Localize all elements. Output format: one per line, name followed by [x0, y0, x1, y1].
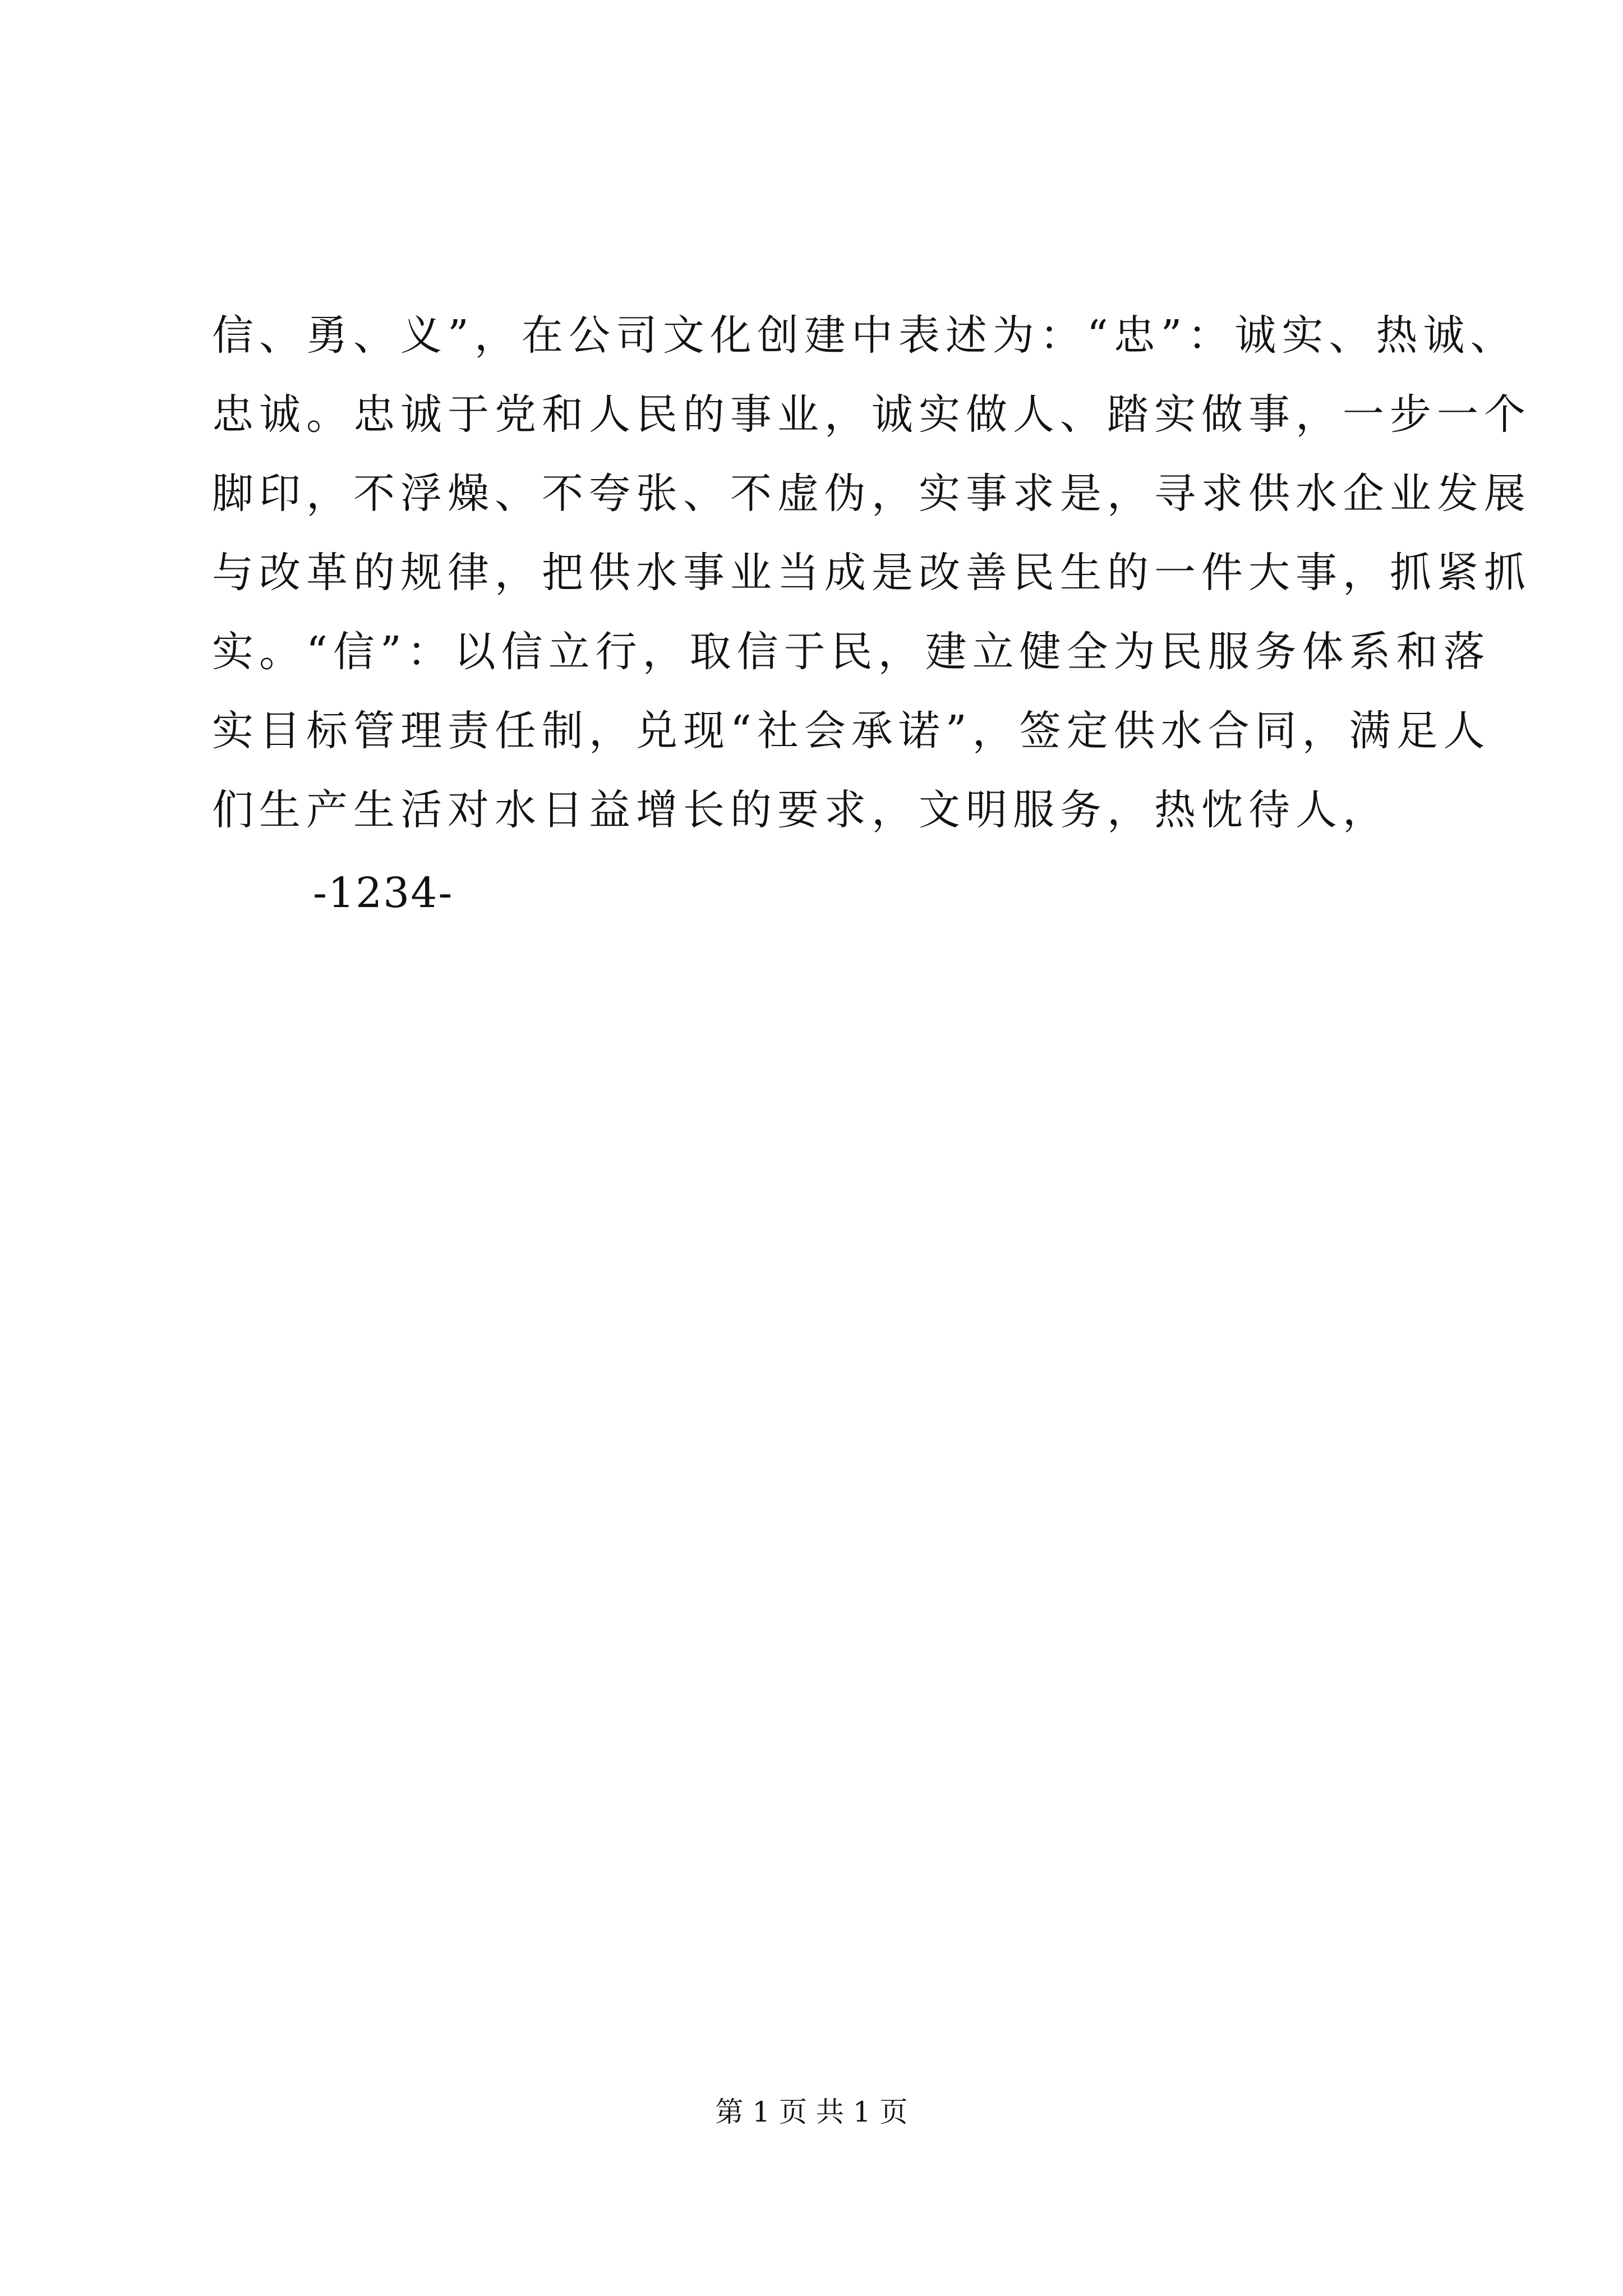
text-line: 与改革的规律，把供水事业当成是改善民生的一件大事，抓紧抓	[212, 549, 1531, 597]
text-line: 实目标管理责任制，兑现“社会承诺”，签定供水合同，满足人	[212, 707, 1491, 755]
text-line: 脚印，不浮燥、不夸张、不虚伪，实事求是，寻求供水企业发展	[212, 470, 1531, 518]
body-paragraph	[212, 296, 1531, 850]
text-line: 们生产生活对水日益增长的要求，文明服务，热忱待人，	[212, 786, 1390, 834]
page-marker: -1234-	[313, 869, 454, 917]
page-footer: 第 1 页 共 1 页	[715, 2096, 908, 2128]
text-line: 信、勇、义”，在公司文化创建中表述为：“忠”：诚实、热诚、	[212, 311, 1518, 360]
text-line: 实。“信”：以信立行，取信于民，建立健全为民服务体系和落	[212, 628, 1491, 676]
text-line: 忠诚。忠诚于党和人民的事业，诚实做人、踏实做事，一步一个	[212, 390, 1531, 439]
